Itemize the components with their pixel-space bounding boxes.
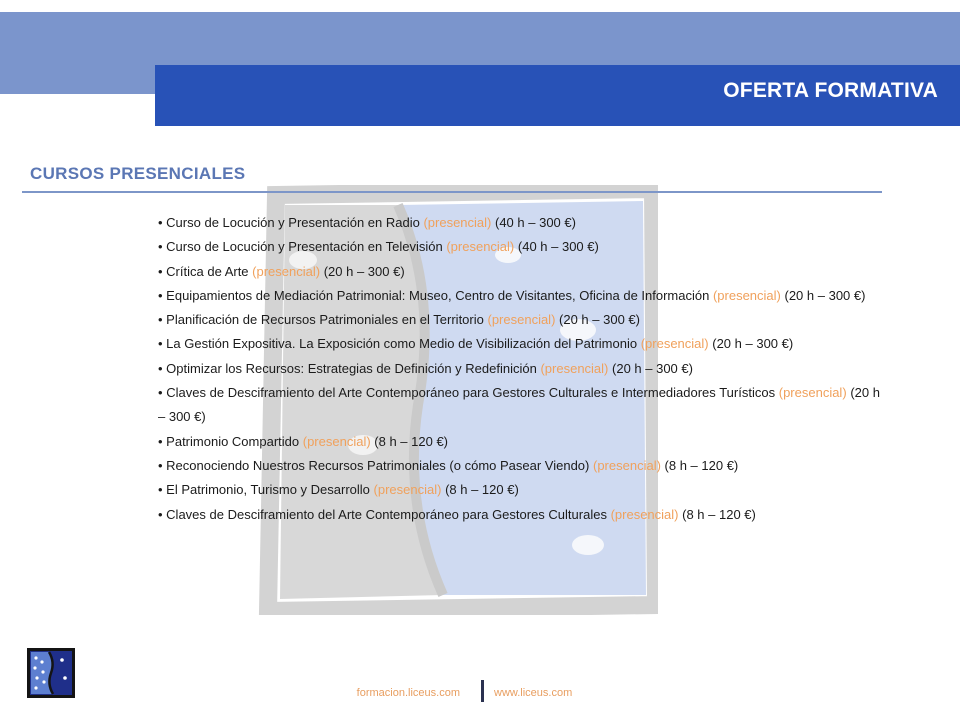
course-mode: (presencial) — [540, 360, 609, 376]
course-name: Claves de Desciframiento del Arte Contemporáneo para Gestores Culturales e Intermediadores Turísticos — [166, 385, 776, 401]
course-details: (20 h – 300 €) — [784, 287, 866, 303]
course-mode: (presencial) — [252, 263, 321, 279]
course-mode: (presencial) — [373, 482, 442, 498]
footer-separator — [481, 680, 484, 702]
section-title: CURSOS PRESENCIALES — [30, 164, 246, 183]
course-name: Equipamientos de Mediación Patrimonial: Museo, Centro de Visitantes, Oficina de Información — [166, 287, 710, 303]
course-mode: (presencial) — [712, 287, 781, 303]
section-divider — [22, 191, 882, 193]
course-details: (40 h – 300 €) — [495, 215, 576, 230]
footer-link-formacion[interactable]: formacion.liceus.com — [356, 687, 460, 699]
course-name: Claves de Desciframiento del Arte Contemporáneo para Gestores Culturales — [166, 506, 607, 522]
course-item: • Claves de Desciframiento del Arte Contemporáneo para Gestores Culturales (presencial) (8 h – 120 €) — [158, 506, 756, 522]
course-details: (20 h – 300 €) — [612, 360, 693, 376]
course-details: (8 h – 120 €) — [664, 457, 739, 473]
course-details: (20 h – 300 €) — [323, 263, 405, 279]
course-item: • El Patrimonio, Turismo y Desarrollo (presencial) (8 h – 120 €) — [158, 482, 519, 498]
course-details: (20 h – 300 €) — [712, 336, 794, 352]
logo-dot — [60, 658, 64, 662]
course-name: Crítica de Arte — [166, 263, 249, 279]
footer — [350, 680, 600, 710]
course-name: Planificación de Recursos Patrimoniales en el Territorio — [166, 312, 484, 328]
course-item: • Planificación de Recursos Patrimoniales en el Territorio (presencial) (20 h – 300 €) — [158, 312, 640, 328]
course-mode: (presencial) — [487, 312, 556, 328]
course-name: El Patrimonio, Turismo y Desarrollo — [166, 482, 370, 498]
page-title: OFERTA FORMATIVA — [723, 79, 938, 102]
course-details: (8 h – 120 €) — [445, 482, 519, 498]
course-name: Patrimonio Compartido — [166, 433, 300, 449]
course-mode: (presencial) — [640, 336, 709, 352]
liceus-logo — [27, 648, 75, 698]
course-mode: (presencial) — [610, 506, 679, 522]
logo-dot — [40, 660, 43, 663]
logo-dot — [42, 680, 45, 683]
logo-dot — [41, 670, 44, 673]
logo-dot — [34, 686, 37, 689]
course-details: (8 h – 120 €) — [682, 506, 756, 522]
course-mode: (presencial) — [302, 433, 371, 449]
course-item: • Equipamientos de Mediación Patrimonial: Museo, Centro de Visitantes, Oficina de Información (presencial) (20 h – 300 €) — [158, 287, 866, 303]
logo-dot — [63, 676, 67, 680]
course-item: • Curso de Locución y Presentación en Radio (presencial) (40 h – 300 €) — [158, 215, 576, 230]
course-item: • Curso de Locución y Presentación en Televisión (presencial) (40 h – 300 €) — [158, 239, 599, 255]
course-list — [158, 211, 880, 527]
course-mode: (presencial) — [423, 215, 492, 230]
course-item: • Patrimonio Compartido (presencial) (8 h – 120 €) — [158, 433, 449, 449]
footer-link-liceus[interactable]: www.liceus.com — [494, 687, 573, 699]
logo-dot — [35, 676, 38, 679]
course-name: Curso de Locución y Presentación en Radio — [166, 215, 420, 230]
course-details: (20 h – 300 €) — [559, 312, 640, 328]
course-details: (20 h – 300 €) — [158, 385, 880, 425]
course-mode: (presencial) — [778, 385, 847, 401]
course-name: La Gestión Expositiva. La Exposición como Medio de Visibilización del Patrimonio — [166, 336, 638, 352]
course-name: Optimizar los Recursos: Estrategias de Definición y Redefinición — [166, 360, 537, 376]
course-item: • Optimizar los Recursos: Estrategias de Definición y Redefinición (presencial) (20 h – 300 €) — [158, 360, 693, 376]
watermark-spot — [572, 535, 604, 555]
course-name: Reconociendo Nuestros Recursos Patrimoniales (o cómo Pasear Viendo) — [166, 457, 590, 473]
course-item: • Claves de Desciframiento del Arte Contemporáneo para Gestores Culturales e Intermediadores Turísticos (presencial) (20 h – 300 €) — [158, 385, 880, 425]
logo-dot — [33, 666, 36, 669]
course-details: (8 h – 120 €) — [374, 433, 449, 449]
logo-dot — [34, 656, 37, 659]
course-mode: (presencial) — [593, 457, 661, 473]
course-item: • Reconociendo Nuestros Recursos Patrimoniales (o cómo Pasear Viendo) (presencial) (8 h – 120 €) — [158, 457, 739, 473]
header-band-title — [155, 65, 960, 126]
course-mode: (presencial) — [446, 239, 515, 255]
course-details: (40 h – 300 €) — [517, 239, 599, 255]
course-item: • Crítica de Arte (presencial) (20 h – 300 €) — [158, 263, 405, 279]
course-name: Curso de Locución y Presentación en Televisión — [166, 239, 443, 255]
course-item: • La Gestión Expositiva. La Exposición como Medio de Visibilización del Patrimonio (presencial) (20 h – 300 €) — [158, 336, 794, 352]
